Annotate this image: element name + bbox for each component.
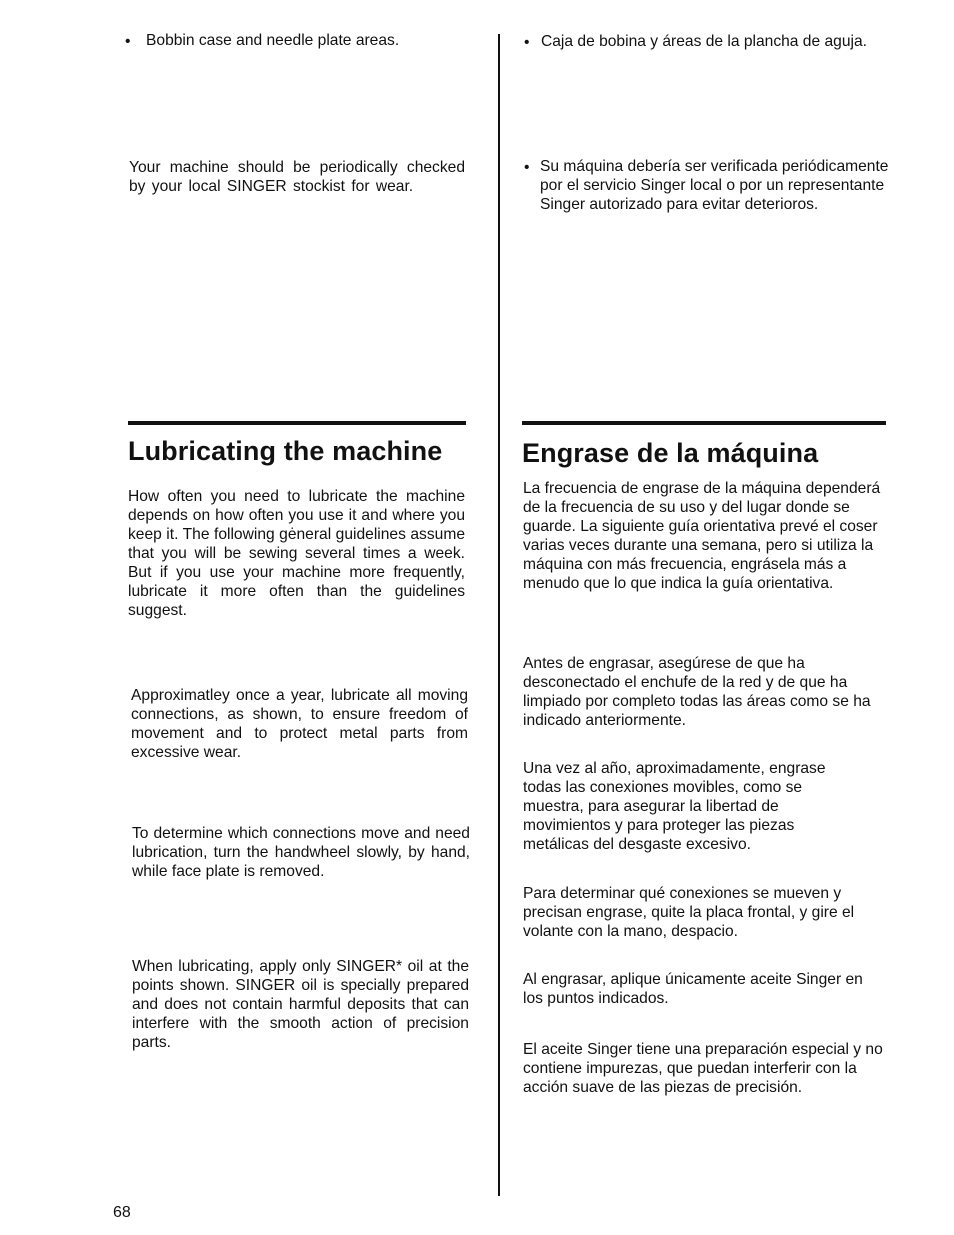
heading-es: Engrase de la máquina [522,438,819,468]
bobbin-item-es: Caja de bobina y áreas de la plancha de aguja. [541,33,867,50]
heading-rule-en [128,421,466,425]
oil-paragraph-en: When lubricating, apply only SINGER* oil at the points shown. SINGER oil is specially prepared and does not contain harmful deposits that can interfere with the smooth action of precision parts. [132,958,469,1051]
special-paragraph-es: El aceite Singer tiene una preparación especial y no contiene impurezas, que puedan interferir con la acción suave de las piezas de precisión. [523,1041,883,1096]
bullet-bobbin-es: • [524,34,530,51]
bullet-bobbin-en: • [125,33,131,50]
heading-en: Lubricating the machine [128,436,443,466]
before-paragraph-es: Antes de engrasar, asegúrese de que ha desconectado el enchufe de la red y de que ha limpiado por completo todas las áreas como se ha indicado anteriormente. [523,655,871,729]
yearly-paragraph-es: Una vez al año, aproximadamente, engrase todas las conexiones movibles, como se muestra, para asegurar la libertad de movimientos y para proteger las piezas metálicas del desgaste excesivo. [523,760,826,853]
check-item-es: Su máquina debería ser verificada periódicamente por el servicio Singer local o por un representante Singer autorizado para evitar deterioros. [540,158,889,213]
oil-paragraph-es: Al engrasar, aplique únicamente aceite Singer en los puntos indicados. [523,971,863,1007]
intro-paragraph-es: La frecuencia de engrase de la máquina dependerá de la frecuencia de su uso y del lugar donde se guarde. La siguiente guía orientativa prevé el coser varias veces durante una semana, pero si utiliza la máquina con más frecuencia, engrásela más a menudo que lo que indica la guía orientativa. [523,480,881,592]
check-paragraph-en: Your machine should be periodically checked by your local SINGER stockist for wear. [129,159,465,195]
yearly-paragraph-en: Approximatley once a year, lubricate all moving connections, as shown, to ensure freedom of movement and to protect metal parts from excessive wear. [131,687,468,761]
intro-paragraph-en: How often you need to lubricate the machine depends on how often you use it and where you keep it. The following gėneral guidelines assume that you will be sewing several times a week. But if you use your machine more frequently, lubricate it more often than the guidelines suggest. [128,488,465,619]
page-number: 68 [113,1204,131,1221]
bobbin-item-en: Bobbin case and needle plate areas. [146,32,400,49]
determine-paragraph-en: To determine which connections move and need lubrication, turn the handwheel slowly, by hand, while face plate is removed. [132,825,470,880]
heading-rule-es [522,421,886,425]
column-divider [498,34,500,1196]
determine-paragraph-es: Para determinar qué conexiones se mueven y precisan engrase, quite la placa frontal, y gire el volante con la mano, despacio. [523,885,855,940]
bullet-check-es: • [524,159,530,176]
